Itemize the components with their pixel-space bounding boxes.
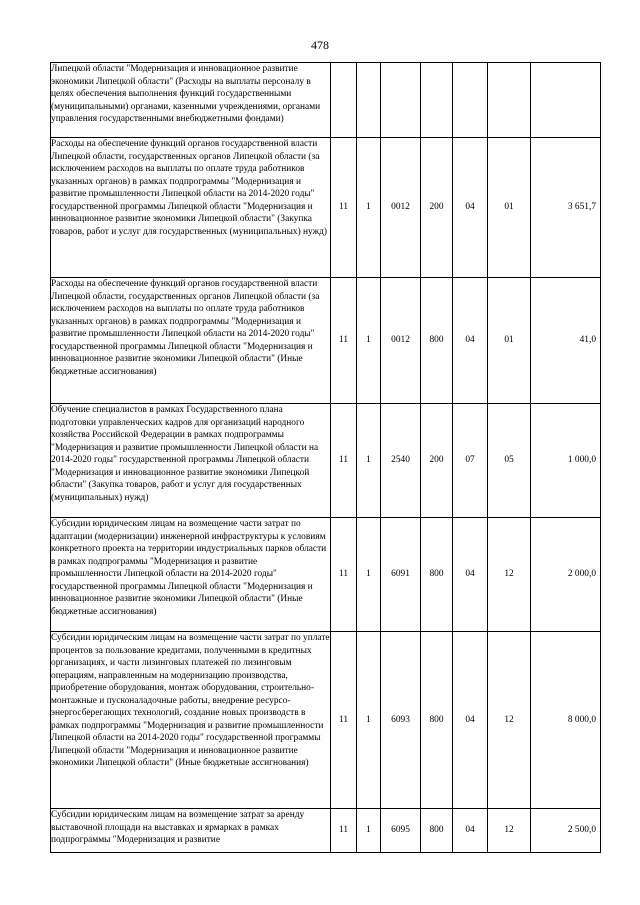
cell-amount: 2 000,0 (531, 518, 601, 632)
table-row (51, 404, 601, 518)
cell-expense-type: 800 (421, 809, 453, 853)
cell-expense-type (421, 63, 453, 138)
cell-subprogram: 1 (357, 278, 381, 404)
row-description: Субсидии юридическим лицам на возмещение части затрат по адаптации (модернизации) инженерной инфраструктуры к условиям конкретного проекта на территории индустриальных парков области в рамках подпрограммы "Модернизация и развитие промышленности Липецкой области на 2014-2020 годы" государственной программы Липецкой области "Модернизация и инновационное развитие экономики Липецкой области" (Иные бюджетные ассигнования) (51, 518, 331, 632)
cell-expense-type: 800 (421, 632, 453, 809)
cell-ministry: 11 (331, 278, 357, 404)
cell-section: 04 (453, 632, 488, 809)
row-description: Расходы на обеспечение функций органов государственной власти Липецкой области, государственных органов Липецкой области (за исключением расходов на выплаты по оплате труда работников указанных органов) в рамках подпрограммы "Модернизация и развитие промышленности Липецкой области на 2014-2020 годы" государственной программы Липецкой области "Модернизация и инновационное развитие экономики Липецкой области" (Иные бюджетные ассигнования) (51, 278, 331, 404)
row-description: Расходы на обеспечение функций органов государственной власти Липецкой области, государственных органов Липецкой области (за исключением расходов на выплаты по оплате труда работников указанных органов) в рамках подпрограммы "Модернизация и развитие промышленности Липецкой области на 2014-2020 годы" государственной программы Липецкой области "Модернизация и инновационное развитие экономики Липецкой области" (Закупка товаров, работ и услуг для государственных (муниципальных) нужд) (51, 138, 331, 278)
cell-amount: 41,0 (531, 278, 601, 404)
cell-subprogram: 1 (357, 518, 381, 632)
cell-target-code: 6095 (381, 809, 421, 853)
cell-target-code: 6093 (381, 632, 421, 809)
cell-subprogram (357, 63, 381, 138)
cell-target-code (381, 63, 421, 138)
row-description: Субсидии юридическим лицам на возмещение части затрат по уплате процентов за пользование кредитами, полученными в кредитных организациях, и части лизинговых платежей по лизинговым операциям, направленным на модернизацию производства, приобретение оборудования, монтаж оборудования, строительно-монтажные и пусконаладочные работы, внедрение ресурсо-энергосберегающих технологий, создание новых производств в рамках подпрограммы "Модернизация и развитие промышленности Липецкой области на 2014-2020 годы" государственной программы Липецкой области "Модернизация и инновационное развитие экономики Липецкой области" (Иные бюджетные ассигнования) (51, 632, 331, 809)
cell-section: 07 (453, 404, 488, 518)
cell-amount: 3 651,7 (531, 138, 601, 278)
cell-subsection (488, 63, 531, 138)
cell-ministry: 11 (331, 138, 357, 278)
row-description: Обучение специалистов в рамках Государственного плана подготовки управленческих кадров для организаций народного хозяйства Российской Федерации в рамках подпрограммы "Модернизация и развитие промышленности Липецкой области на 2014-2020 годы" государственной программы Липецкой области "Модернизация и инновационное развитие экономики Липецкой области" (Закупка товаров, работ и услуг для государственных (муниципальных) нужд) (51, 404, 331, 518)
table-row (51, 632, 601, 809)
cell-subsection: 12 (488, 632, 531, 809)
cell-target-code: 2540 (381, 404, 421, 518)
cell-target-code: 0012 (381, 138, 421, 278)
cell-ministry: 11 (331, 404, 357, 518)
cell-amount: 2 500,0 (531, 809, 601, 853)
row-description: Липецкой области "Модернизация и инновационное развитие экономики Липецкой области" (Расходы на выплаты персоналу в целях обеспечения выполнения функций государственными (муниципальными) органами, казенными учреждениями, органами управления государственными внебюджетными фондами) (51, 63, 331, 138)
cell-expense-type: 800 (421, 518, 453, 632)
table-row (51, 138, 601, 278)
cell-amount: 1 000,0 (531, 404, 601, 518)
cell-target-code: 6091 (381, 518, 421, 632)
cell-amount: 8 000,0 (531, 632, 601, 809)
cell-subsection: 12 (488, 518, 531, 632)
cell-ministry: 11 (331, 809, 357, 853)
table-row (51, 809, 601, 853)
cell-section: 04 (453, 138, 488, 278)
cell-subsection: 01 (488, 138, 531, 278)
table-row (51, 518, 601, 632)
row-description: Субсидии юридическим лицам на возмещение затрат за аренду выставочной площади на выставках и ярмарках в рамках подпрограммы "Модернизация и развитие (51, 809, 331, 853)
cell-subsection: 01 (488, 278, 531, 404)
cell-ministry: 11 (331, 632, 357, 809)
cell-amount (531, 63, 601, 138)
cell-section: 04 (453, 278, 488, 404)
cell-expense-type: 200 (421, 138, 453, 278)
cell-expense-type: 200 (421, 404, 453, 518)
cell-subprogram: 1 (357, 138, 381, 278)
table-row (51, 278, 601, 404)
budget-table (50, 62, 601, 853)
page-number: 478 (311, 38, 329, 52)
cell-ministry: 11 (331, 518, 357, 632)
cell-section (453, 63, 488, 138)
cell-subsection: 05 (488, 404, 531, 518)
cell-expense-type: 800 (421, 278, 453, 404)
cell-subprogram: 1 (357, 809, 381, 853)
table-row (51, 63, 601, 138)
cell-section: 04 (453, 518, 488, 632)
cell-subsection: 12 (488, 809, 531, 853)
cell-ministry (331, 63, 357, 138)
cell-subprogram: 1 (357, 404, 381, 518)
cell-subprogram: 1 (357, 632, 381, 809)
cell-section: 04 (453, 809, 488, 853)
cell-target-code: 0012 (381, 278, 421, 404)
